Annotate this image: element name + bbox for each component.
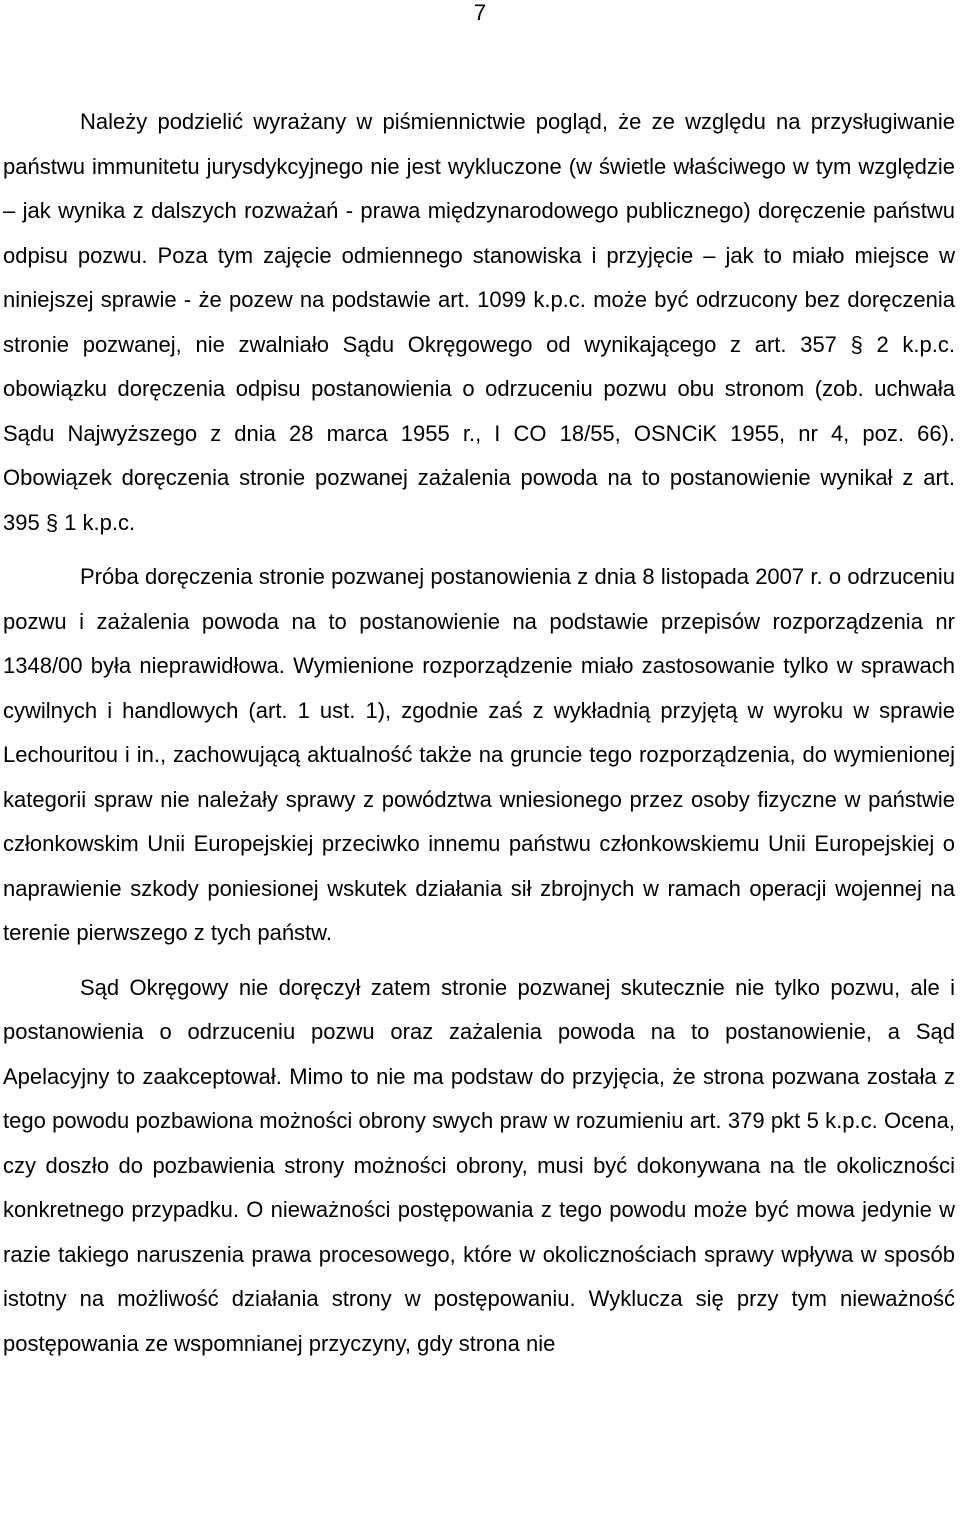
- document-body: [3, 100, 955, 1366]
- paragraph-3: Sąd Okręgowy nie doręczył zatem stronie pozwanej skutecznie nie tylko pozwu, ale i postanowienia o odrzuceniu pozwu oraz zażalenia powoda na to postanowienie, a Sąd Apelacyjny to zaakceptował. Mimo to nie ma podstaw do przyjęcia, że strona pozwana została z tego powodu pozbawiona możności obrony swych praw w rozumieniu art. 379 pkt 5 k.p.c. Ocena, czy doszło do pozbawienia strony możności obrony, musi być dokonywana na tle okoliczności konkretnego przypadku. O nieważności postępowania z tego powodu może być mowa jedynie w razie takiego naruszenia prawa procesowego, które w okolicznościach sprawy wpływa w sposób istotny na możliwość działania strony w postępowaniu. Wyklucza się przy tym nieważność postępowania ze wspomnianej przyczyny, gdy strona nie: [3, 974, 955, 1356]
- paragraph-1: Należy podzielić wyrażany w piśmiennictwie pogląd, że ze względu na przysługiwanie państwu immunitetu jurysdykcyjnego nie jest wykluczone (w świetle właściwego w tym względzie – jak wynika z dalszych rozważań - prawa międzynarodowego publicznego) doręczenie państwu odpisu pozwu. Poza tym zajęcie odmiennego stanowiska i przyjęcie – jak to miało miejsce w niniejszej sprawie - że pozew na podstawie art. 1099 k.p.c. może być odrzucony bez doręczenia stronie pozwanej, nie zwalniało Sądu Okręgowego od wynikającego z art. 357 § 2 k.p.c. obowiązku doręczenia odpisu postanowienia o odrzuceniu pozwu obu stronom (zob. uchwała Sądu Najwyższego z dnia 28 marca 1955 r., I CO 18/55, OSNCiK 1955, nr 4, poz. 66). Obowiązek doręczenia stronie pozwanej zażalenia powoda na to postanowienie wynikał z art. 395 § 1 k.p.c.: [3, 109, 955, 535]
- page-number: 7: [473, 0, 487, 25]
- paragraph-2: Próba doręczenia stronie pozwanej postanowienia z dnia 8 listopada 2007 r. o odrzuceniu pozwu i zażalenia powoda na to postanowienie na podstawie przepisów rozporządzenia nr 1348/00 była nieprawidłowa. Wymienione rozporządzenie miało zastosowanie tylko w sprawach cywilnych i handlowych (art. 1 ust. 1), zgodnie zaś z wykładnią przyjętą w wyroku w sprawie Lechouritou i in., zachowującą aktualność także na gruncie tego rozporządzenia, do wymienionej kategorii spraw nie należały sprawy z powództwa wniesionego przez osoby fizyczne w państwie członkowskim Unii Europejskiej przeciwko innemu państwu członkowskiemu Unii Europejskiej o naprawienie szkody poniesionej wskutek działania sił zbrojnych w ramach operacji wojennej na terenie pierwszego z tych państw.: [3, 564, 955, 945]
